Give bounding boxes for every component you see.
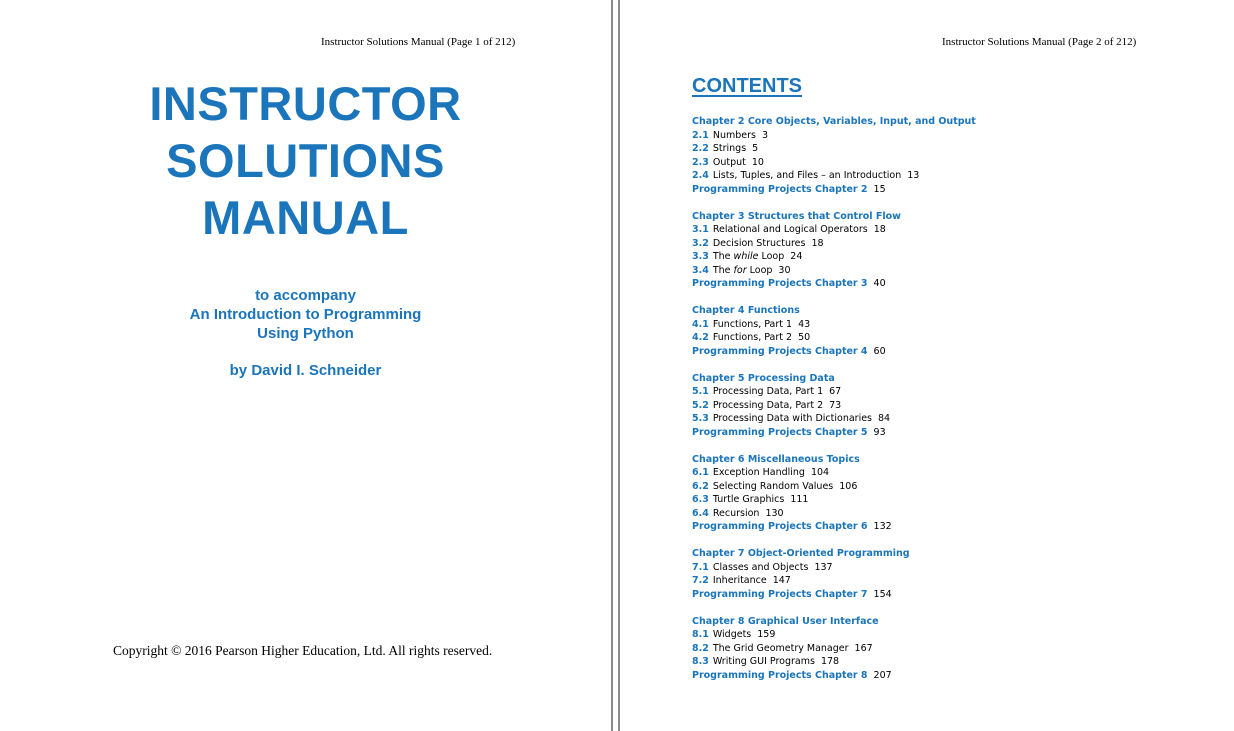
toc-section-title: Output	[712, 156, 746, 168]
toc-section-number: 8.3	[692, 656, 709, 667]
toc-section-number: 2.2	[692, 143, 709, 154]
toc-page-number: 93	[873, 426, 886, 438]
toc-page-number: 18	[873, 224, 886, 235]
toc-section-link[interactable]	[692, 169, 1212, 183]
toc-projects-label: Programming Projects Chapter 3	[692, 278, 868, 289]
toc-section-title: Relational and Logical Operators	[712, 224, 868, 235]
toc-projects-link[interactable]	[692, 669, 1212, 683]
toc-section-number: 8.1	[692, 629, 709, 640]
toc-section-number: 2.3	[692, 156, 709, 168]
toc-chapter	[692, 372, 1212, 440]
toc-section-link[interactable]	[692, 331, 1212, 345]
toc-section-link[interactable]	[692, 264, 1212, 278]
toc-projects-label: Programming Projects Chapter 6	[692, 521, 868, 532]
toc-section-number: 8.2	[692, 642, 709, 654]
toc-projects-label: Programming Projects Chapter 2	[692, 183, 868, 195]
toc-page-number: 10	[751, 156, 764, 168]
toc-projects-link[interactable]	[692, 520, 1212, 534]
toc-projects-label: Programming Projects Chapter 8	[692, 669, 868, 681]
toc-section-link[interactable]	[692, 561, 1212, 575]
toc-chapter-title[interactable]: Chapter 4 Functions	[692, 305, 800, 316]
toc-section-number: 5.2	[692, 399, 709, 411]
toc-page-number: 84	[878, 413, 891, 424]
toc-chapter-title[interactable]: Chapter 3 Structures that Control Flow	[692, 210, 901, 222]
toc-section-title: Functions, Part 2	[712, 332, 793, 343]
toc-section-number: 5.1	[692, 386, 709, 397]
toc-page-number: 13	[907, 170, 920, 181]
toc-section-link[interactable]	[692, 493, 1212, 507]
toc-page-number: 106	[839, 480, 858, 492]
toc-section-number: 6.1	[692, 467, 709, 478]
toc-section-title: Processing Data with Dictionaries	[712, 413, 873, 424]
toc-page-number: 5	[752, 143, 759, 154]
toc-projects-label: Programming Projects Chapter 5	[692, 426, 868, 438]
toc-page-number: 50	[798, 332, 811, 343]
toc-projects-label: Programming Projects Chapter 7	[692, 588, 868, 600]
toc-page-number: 104	[810, 467, 830, 478]
toc-section-number: 6.3	[692, 494, 709, 505]
toc-section-link[interactable]	[692, 250, 1212, 264]
toc-section-number: 3.3	[692, 251, 709, 262]
toc-page-number: 207	[873, 669, 892, 681]
toc-section-title: Selecting Random Values	[712, 480, 834, 492]
toc-projects-label: Programming Projects Chapter 4	[692, 345, 868, 357]
toc-page-number: 130	[765, 507, 784, 519]
toc-section-number: 7.1	[692, 561, 709, 573]
toc-chapter	[692, 115, 1212, 196]
toc-section-number: 7.2	[692, 575, 709, 586]
toc-section-number: 3.1	[692, 224, 709, 235]
toc-page-number: 147	[772, 575, 791, 586]
toc-section-number: 2.4	[692, 170, 709, 181]
toc-section-number: 6.2	[692, 480, 709, 492]
toc-section-link[interactable]	[692, 466, 1212, 480]
page-2[interactable]	[620, 0, 1234, 731]
toc-projects-link[interactable]	[692, 277, 1212, 291]
toc-chapter	[692, 453, 1212, 534]
toc-section-title: Loop	[758, 251, 785, 262]
toc-section-number: 3.4	[692, 264, 709, 276]
toc-page-number: 73	[829, 399, 842, 411]
toc-chapter	[692, 304, 1212, 358]
table-of-contents	[692, 115, 1212, 696]
toc-section-title: Numbers	[712, 129, 756, 141]
toc-section-number: 2.1	[692, 129, 709, 141]
running-header: Instructor Solutions Manual (Page 2 of 212)	[942, 36, 1137, 48]
toc-section-link[interactable]	[692, 628, 1212, 642]
page-gutter	[611, 0, 620, 731]
toc-section-number: 4.2	[692, 332, 709, 343]
toc-section-number: 5.3	[692, 413, 709, 424]
toc-chapter-title[interactable]: Chapter 2 Core Objects, Variables, Input, and Output	[692, 116, 976, 127]
copyright-notice: Copyright © 2016 Pearson Higher Education, Ltd. All rights reserved.	[113, 643, 493, 658]
toc-section-title: Inheritance	[712, 575, 767, 586]
toc-chapter-title[interactable]: Chapter 5 Processing Data	[692, 372, 835, 384]
toc-page-number: 67	[829, 386, 842, 397]
toc-chapter-title[interactable]: Chapter 8 Graphical User Interface	[692, 615, 879, 627]
toc-section-link[interactable]	[692, 237, 1212, 251]
toc-page-number: 15	[873, 183, 886, 195]
toc-page-number: 60	[873, 345, 886, 357]
toc-chapter	[692, 615, 1212, 683]
toc-chapter	[692, 210, 1212, 291]
cover-title-line: MANUAL	[202, 191, 409, 244]
toc-projects-link[interactable]	[692, 588, 1212, 602]
toc-section-link[interactable]	[692, 480, 1212, 494]
toc-page-number: 178	[820, 656, 840, 667]
page-1[interactable]	[0, 0, 611, 731]
toc-section-title: Exception Handling	[712, 467, 805, 478]
toc-section-title: Writing GUI Programs	[712, 656, 815, 667]
toc-section-title: The	[712, 264, 734, 276]
toc-section-title: Decision Structures	[712, 237, 806, 249]
toc-section-title: Loop	[746, 264, 773, 276]
toc-section-title: Widgets	[712, 629, 752, 640]
toc-page-number: 30	[778, 264, 791, 276]
toc-page-number: 24	[790, 251, 803, 262]
toc-page-number: 167	[854, 642, 873, 654]
toc-section-link[interactable]	[692, 399, 1212, 413]
toc-section-title: Functions, Part 1	[712, 318, 793, 330]
running-header: Instructor Solutions Manual (Page 1 of 212)	[321, 36, 516, 48]
toc-section-link[interactable]	[692, 574, 1212, 588]
toc-section-title: Recursion	[712, 507, 760, 519]
toc-section-link[interactable]	[692, 642, 1212, 656]
toc-page-number: 111	[790, 494, 809, 505]
toc-page-number: 137	[814, 561, 833, 573]
toc-section-link[interactable]	[692, 385, 1212, 399]
toc-section-link[interactable]	[692, 223, 1212, 237]
toc-section-title: Classes and Objects	[712, 561, 809, 573]
toc-section-title: Strings	[712, 143, 747, 154]
toc-section-title: Processing Data, Part 2	[712, 399, 824, 411]
toc-chapter-title[interactable]: Chapter 6 Miscellaneous Topics	[692, 453, 860, 465]
toc-chapter-title[interactable]: Chapter 7 Object-Oriented Programming	[692, 548, 910, 559]
author-line: by David I. Schneider	[229, 362, 382, 379]
toc-page-number: 40	[873, 278, 886, 289]
page-edge	[611, 0, 613, 731]
toc-page-number: 159	[757, 629, 776, 640]
toc-section-link[interactable]	[692, 655, 1212, 669]
toc-section-link[interactable]	[692, 156, 1212, 170]
toc-section-title: Processing Data, Part 1	[712, 386, 824, 397]
toc-section-title-italic: while	[733, 251, 759, 262]
toc-section-title: The Grid Geometry Manager	[712, 642, 849, 654]
toc-section-link[interactable]	[692, 142, 1212, 156]
cover-title-line: SOLUTIONS	[166, 134, 445, 187]
toc-section-title-italic: for	[733, 264, 747, 276]
toc-section-title: Turtle Graphics	[712, 494, 785, 505]
subtitle-line: to accompany	[255, 287, 356, 304]
toc-section-link[interactable]	[692, 318, 1212, 332]
cover-title-line: INSTRUCTOR	[149, 77, 462, 130]
toc-section-title: The	[712, 251, 734, 262]
toc-projects-link[interactable]	[692, 183, 1212, 197]
toc-projects-link[interactable]	[692, 426, 1212, 440]
toc-section-number: 3.2	[692, 237, 709, 249]
toc-projects-link[interactable]	[692, 345, 1212, 359]
toc-page-number: 43	[798, 318, 811, 330]
toc-section-link[interactable]	[692, 412, 1212, 426]
subtitle-line: An Introduction to Programming	[189, 306, 422, 323]
toc-page-number: 154	[873, 588, 892, 600]
subtitle-line: Using Python	[257, 325, 354, 342]
toc-section-link[interactable]	[692, 129, 1212, 143]
toc-page-number: 132	[873, 521, 892, 532]
toc-section-link[interactable]	[692, 507, 1212, 521]
cover-title	[0, 75, 611, 246]
toc-section-number: 6.4	[692, 507, 709, 519]
toc-chapter	[692, 547, 1212, 601]
toc-page-number: 3	[761, 129, 769, 141]
toc-page-number: 18	[811, 237, 824, 249]
cover-subtitle	[0, 286, 611, 343]
toc-heading[interactable]: CONTENTS	[692, 75, 802, 97]
toc-section-title: Lists, Tuples, and Files – an Introduction	[712, 170, 902, 181]
toc-section-number: 4.1	[692, 318, 709, 330]
